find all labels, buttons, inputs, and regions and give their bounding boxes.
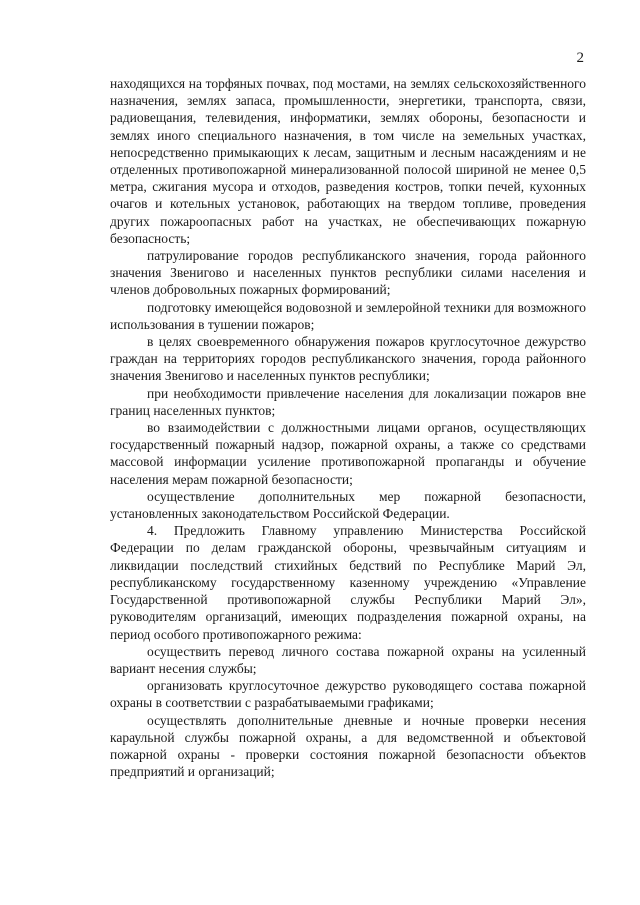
paragraph-item-4: 4. Предложить Главному управлению Министерства Российской Федерации по делам гражданской обороны, чрезвычайным ситуациям и ликвидации последствий стихийных бедствий по Республике Марий Эл, республиканскому государственному казенному учреждению «Управление Государственной противопожарной службы Республики Марий Эл», руководителям организаций, имеющих подразделения пожарной охраны, на период особого противопожарного режима: (110, 523, 586, 642)
paragraph-equipment: подготовку имеющейся водовозной и землеройной техники для возможного использования в тушении пожаров; (110, 299, 586, 332)
paragraph-patrol: патрулирование городов республиканского значения, города районного значения Звенигово и населенных пунктов республики силами населения и членов добровольных пожарных формирований; (110, 248, 586, 298)
paragraph-localization: при необходимости привлечение населения для локализации пожаров вне границ населенных пунктов; (110, 385, 586, 418)
paragraph-inspections: осуществлять дополнительные дневные и ночные проверки несения караульной службы пожарной охраны, а для ведомственной и объектовой пожарной охраны - проверки состояния пожарной безопасности объектов предприятий и организаций; (110, 712, 586, 780)
page-number: 2 (576, 50, 584, 66)
document-body (110, 75, 586, 780)
paragraph-staff-transfer: осуществить перевод личного состава пожарной охраны на усиленный вариант несения службы; (110, 643, 586, 676)
paragraph-continuation: находящихся на торфяных почвах, под мостами, на землях сельскохозяйственного назначения, землях запаса, промышленности, энергетики, транспорта, связи, радиовещания, телевидения, информатики, землях обороны, безопасности и землях иного специального назначения, в том числе на земельных участках, непосредственно примыкающих к лесам, защитным и лесным насаждениям и не отделенных противопожарной минерализованной полосой шириной не менее 0,5 метра, сжигания мусора и отходов, разведения костров, топки печей, кухонных очагов и котельных установок, работающих на твердом топливе, проведения других пожароопасных работ на участках, не обеспечивающих пожарную безопасность; (110, 76, 586, 246)
paragraph-duty: в целях своевременного обнаружения пожаров круглосуточное дежурство граждан на территориях городов республиканского значения, города районного значения Звенигово и населенных пунктов республики; (110, 334, 586, 384)
paragraph-propaganda: во взаимодействии с должностными лицами органов, осуществляющих государственный пожарный надзор, пожарной охраны, а также со средствами массовой информации усиление противопожарной пропаганды и обучение населения мерам пожарной безопасности; (110, 420, 586, 487)
paragraph-additional-measures: осуществление дополнительных мер пожарной безопасности, установленных законодательством Российской Федерации. (110, 488, 586, 522)
paragraph-leadership-duty: организовать круглосуточное дежурство руководящего состава пожарной охраны в соответствии с разрабатываемыми графиками; (110, 678, 586, 711)
